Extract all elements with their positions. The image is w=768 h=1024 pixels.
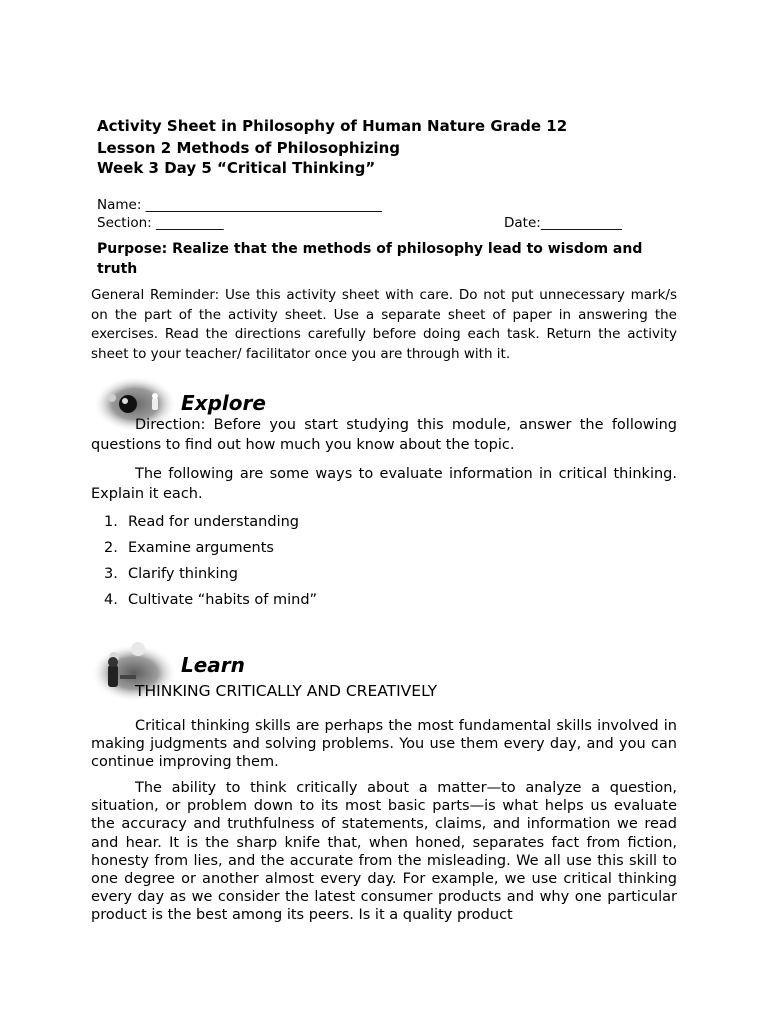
learn-paragraph-2 [91, 779, 677, 925]
list-item [104, 513, 317, 539]
list-text: Read for understanding [128, 514, 299, 530]
general-reminder: General Reminder: Use this activity sheet with care. Do not put unnecessary mark/s on the part of the activity sheet. Use a separate sheet of paper in answering the exercises. Read the directions carefully before doing each task. Return the activity sheet to your teacher/ facilitator once you are through with it. [91, 287, 677, 362]
learn-paragraph-1 [91, 717, 677, 772]
explore-direction-text: Direction: Before you start studying this module, answer the following questions to find out how much you know about the topic. [91, 417, 677, 453]
list-text: Clarify thinking [128, 566, 238, 582]
week-day-title: Week 3 Day 5 “Critical Thinking” [97, 159, 376, 177]
explore-intro-text: The following are some ways to evaluate information in critical thinking. Explain it each. [91, 466, 677, 502]
list-number: 1. [104, 514, 118, 530]
list-text: Examine arguments [128, 540, 274, 556]
section-field: Section: __________ [97, 215, 224, 231]
sheet-title: Activity Sheet in Philosophy of Human Nature Grade 12 [97, 117, 568, 135]
list-number: 4. [104, 592, 118, 608]
learn-paragraph-2-text: The ability to think critically about a matter—to analyze a question, situation, or problem down to its most basic parts—is what helps us evaluate the accuracy and truthfulness of statements, claims, and information we read and hear. It is the sharp knife that, when honed, separates fact from fiction, honesty from lies, and the accurate from the misleading. We all use this skill to one degree or another almost every day. For example, we use critical thinking every day as we consider the latest consumer products and why one particular product is the best among its peers. Is it a quality product [91, 780, 677, 924]
list-number: 2. [104, 540, 118, 556]
evaluation-methods-list [104, 513, 317, 617]
explore-direction [91, 416, 677, 455]
list-item [104, 565, 317, 591]
list-text: Cultivate “habits of mind” [128, 592, 318, 608]
purpose-statement: Purpose: Realize that the methods of philosophy lead to wisdom and truth [97, 241, 643, 277]
name-field: Name: ___________________________________ [97, 197, 382, 213]
list-item [104, 591, 317, 617]
learn-paragraph-1-text: Critical thinking skills are perhaps the most fundamental skills involved in making judgments and solving problems. You use them every day, and you can continue improving them. [91, 718, 677, 771]
explore-intro [91, 465, 677, 504]
list-item [104, 539, 317, 565]
learn-title: Learn [181, 653, 245, 677]
date-field: Date:____________ [504, 215, 622, 231]
learn-subtitle: THINKING CRITICALLY AND CREATIVELY [135, 682, 438, 700]
list-number: 3. [104, 566, 118, 582]
explore-title: Explore [181, 391, 266, 415]
lesson-title: Lesson 2 Methods of Philosophizing [97, 139, 400, 157]
